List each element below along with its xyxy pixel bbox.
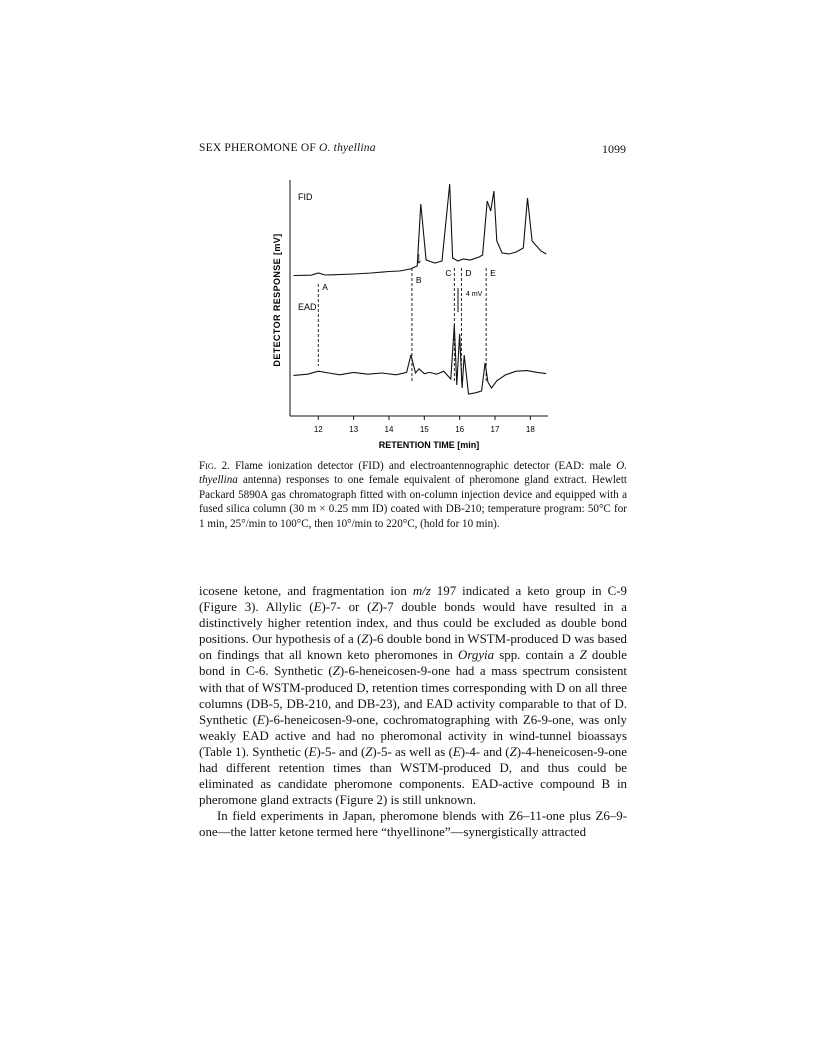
x-tick-label: 17 bbox=[490, 425, 500, 434]
x-tick-label: 16 bbox=[455, 425, 465, 434]
x-axis-ticks bbox=[314, 416, 536, 434]
x-tick-label: 15 bbox=[419, 425, 429, 434]
axes bbox=[290, 180, 548, 416]
ead-trace bbox=[294, 325, 547, 394]
running-title: SEX PHEROMONE OF O. thyellina bbox=[199, 142, 376, 154]
peak-label-d: D bbox=[465, 268, 472, 278]
peak-markers bbox=[318, 268, 496, 381]
peak-label-b: B bbox=[415, 275, 422, 285]
peak-label-a: A bbox=[322, 282, 328, 292]
page-number: 1099 bbox=[602, 142, 626, 156]
body-text bbox=[199, 583, 627, 841]
peak-label-e: E bbox=[490, 268, 496, 278]
x-tick-label: 13 bbox=[349, 425, 359, 434]
x-tick-label: 12 bbox=[313, 425, 323, 434]
x-tick-label: 14 bbox=[384, 425, 394, 434]
x-tick-label: 18 bbox=[525, 425, 535, 434]
paragraph-2: In field experiments in Japan, pheromone blends with Z6–11-one plus Z6–9-one—the latter ketone termed here “thyellinone”—synergistically attracted bbox=[199, 809, 627, 840]
running-header bbox=[199, 142, 626, 158]
caption-label: Fig. 2. bbox=[199, 460, 230, 472]
figure-caption: Fig. 2. Flame ionization detector (FID) and electroantennographic detector (EAD: male O. thyellina antenna) responses to one female equivalent of pheromone gland extract. Hewlett Packard 5890A gas chromatograph fitted with on-column injection device and equipped with a fused silica column (30 m × 0.25 mm ID) coated with DB-210; temperature program: 50°C for 1 min, 25°/min to 100°C, then 10°/min to 220°C, (hold for 10 min). bbox=[199, 460, 627, 530]
paragraph-1: icosene ketone, and fragmentation ion m/z 197 indicated a keto group in C-9 (Figure 3). Allylic (E)-7- or (Z)-7 double bonds would have resulted in a distinctively higher retention index, and thus could be excluded as double bond positions. Our hypothesis of a (Z)-6 double bond in WSTM-produced D was based on findings that all known keto pheromones in Orgyia spp. contain a Z double bond in C-6. Synthetic (Z)-6-heneicosen-9-one had a mass spectrum consistent with that of WSTM-produced D, retention times corresponding with D on all three columns (DB-5, DB-210, and DB-23), and EAD activity comparable to that of D. Synthetic (E)-6-heneicosen-9-one, cochromatographing with Z6-9-one, was only weakly EAD active and had no pheromonal activity in wind-tunnel bioassays (Table 1). Synthetic (E)-5- and (Z)-5- as well as (E)-4- and (Z)-4-heneicosen-9-one had different retention times than WSTM-produced D, and thus could be eliminated as candidate pheromone components. EAD-active compound B in pheromone gland extracts (Figure 2) is still unknown. bbox=[199, 584, 628, 808]
ead-trace-label: EAD bbox=[298, 302, 317, 312]
injection-arrow: ↓ bbox=[415, 250, 423, 267]
peak-label-c: C bbox=[445, 268, 452, 278]
scale-bar-label: 4 mV bbox=[466, 291, 483, 298]
chromatogram-figure bbox=[262, 176, 562, 456]
y-axis-label: DETECTOR RESPONSE [mV] bbox=[272, 233, 282, 367]
fid-trace-label: FID bbox=[298, 192, 313, 202]
x-axis-label: RETENTION TIME [min] bbox=[378, 440, 480, 450]
